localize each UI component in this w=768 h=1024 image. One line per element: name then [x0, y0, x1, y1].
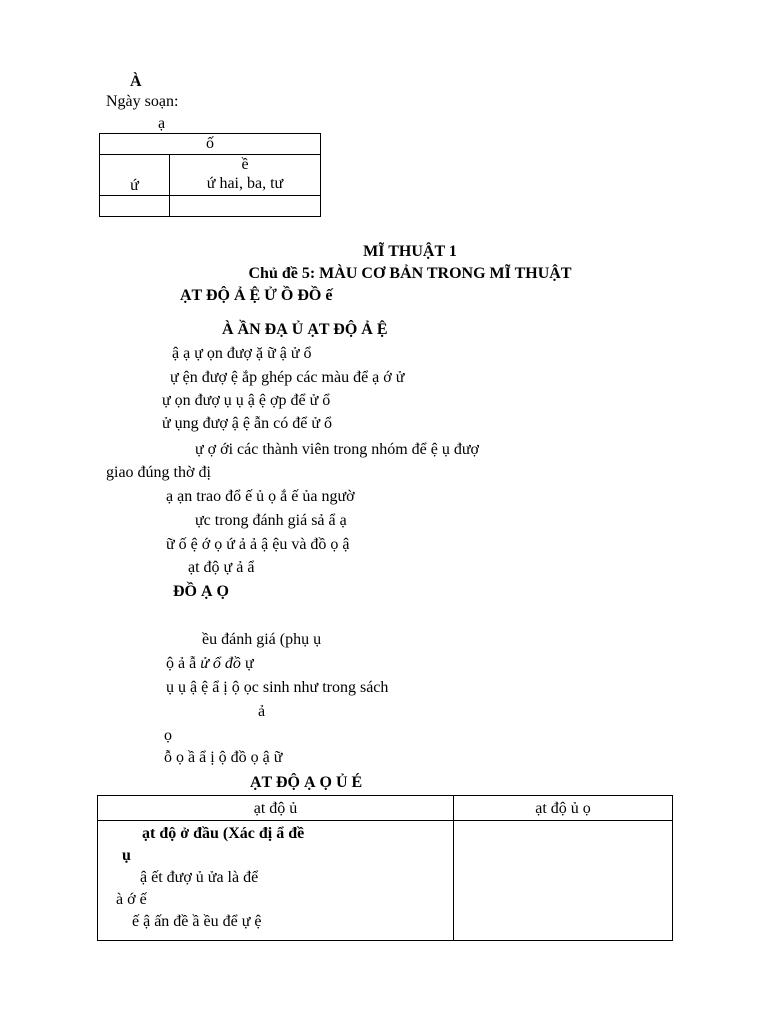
section-activities-heading: ẠT ĐỘ Ạ Ọ Ủ É: [250, 774, 363, 791]
objective-line-6: ạ ạn trao đổ ế ủ ọ ắ ế ủa ngườ: [166, 488, 355, 505]
schedule-table-header: ố: [100, 134, 321, 155]
date-label: Ngày soạn:: [106, 93, 179, 110]
schedule-empty-cell-2: [170, 196, 321, 217]
activity-1-title: ạt độ ở đầu (Xác đị ẩ đề: [142, 825, 305, 842]
activity-table: [97, 795, 673, 941]
materials-line-2-italic: ử ổ đồ: [200, 655, 241, 672]
objective-line-5-wrap: giao đúng thờ đị: [106, 464, 211, 481]
schedule-cell-day-label: [100, 155, 170, 196]
materials-line-2-c: ự: [240, 655, 254, 672]
topic-title: Chủ đề 5: MÀU CƠ BẢN TRONG MĨ THUẬT: [248, 265, 572, 282]
activity-header-teacher: ạt độ ủ: [98, 796, 454, 821]
materials-line-2-a: ộ ả ẫ: [166, 655, 201, 672]
objective-line-3: ự ọn đượ ụ ụ ậ ệ ợp để ử ổ: [162, 392, 331, 409]
activity-cell-student: [454, 821, 673, 941]
objective-line-9: ạt độ ự ả ẩ: [188, 559, 255, 576]
activity-1-line-2: à ớ ế: [116, 891, 147, 908]
header-mark: À: [130, 73, 142, 90]
schedule-empty-cell-1: [100, 196, 170, 217]
objective-line-1: ậ ạ ự ọn đượ ặ ữ ậ ử ổ: [172, 345, 312, 362]
schedule-cell-day-text: ứ: [130, 177, 139, 194]
activity-1-line-3: ế ậ ấn đề ầ ều để ự ệ: [132, 913, 262, 930]
schedule-cell-days-text: ứ hai, ba, tư: [206, 175, 284, 192]
activity-1-title-wrap: ụ: [122, 847, 131, 864]
lesson-subtitle: ẠT ĐỘ Ả Ệ Ử Ồ ĐỒ ế: [180, 287, 333, 304]
materials-line-2: [166, 654, 254, 674]
objective-line-8: ữ ố ệ ớ ọ ứ ả ả ậ ệu và đồ ọ ậ: [166, 536, 350, 553]
schedule-cell-days: [170, 155, 321, 196]
activity-header-student: ạt độ ủ ọ: [454, 796, 673, 821]
objective-line-4: ử ụng đượ ậ ệ ẫn có để ử ổ: [162, 415, 332, 432]
activity-cell-teacher: [98, 821, 454, 941]
materials-line-3: ụ ụ ậ ệ ẩ ị ộ ọc sinh như trong sách: [166, 679, 389, 696]
schedule-cell-days-top: ề: [241, 156, 249, 173]
section-objectives-heading: À ẦN ĐẠ Ủ ẠT ĐỘ Ả Ệ: [222, 321, 388, 338]
materials-line-1: ều đánh giá (phụ ụ: [202, 631, 322, 648]
schedule-table: [99, 133, 321, 217]
activity-1-line-1: ậ ết đượ ủ ửa là để: [140, 869, 259, 886]
subject-title: MĨ THUẬT 1: [363, 243, 457, 260]
materials-line-5: ọ: [164, 727, 172, 744]
objective-line-7: ực trong đánh giá sả ẩ ạ: [195, 512, 347, 529]
materials-line-6: ỗ ọ ầ ẩ ị ộ đồ ọ ậ ữ: [164, 749, 283, 766]
section-materials-heading: ĐỒ Ạ Ọ: [173, 583, 229, 600]
objective-line-2: ự ện đượ ệ ắp ghép các màu để ạ ớ ử: [170, 369, 405, 386]
materials-line-4: ả: [258, 703, 266, 720]
date-sub: ạ: [158, 115, 166, 132]
objective-line-5: ự ợ ới các thành viên trong nhóm để ệ ụ đượ: [195, 441, 479, 458]
